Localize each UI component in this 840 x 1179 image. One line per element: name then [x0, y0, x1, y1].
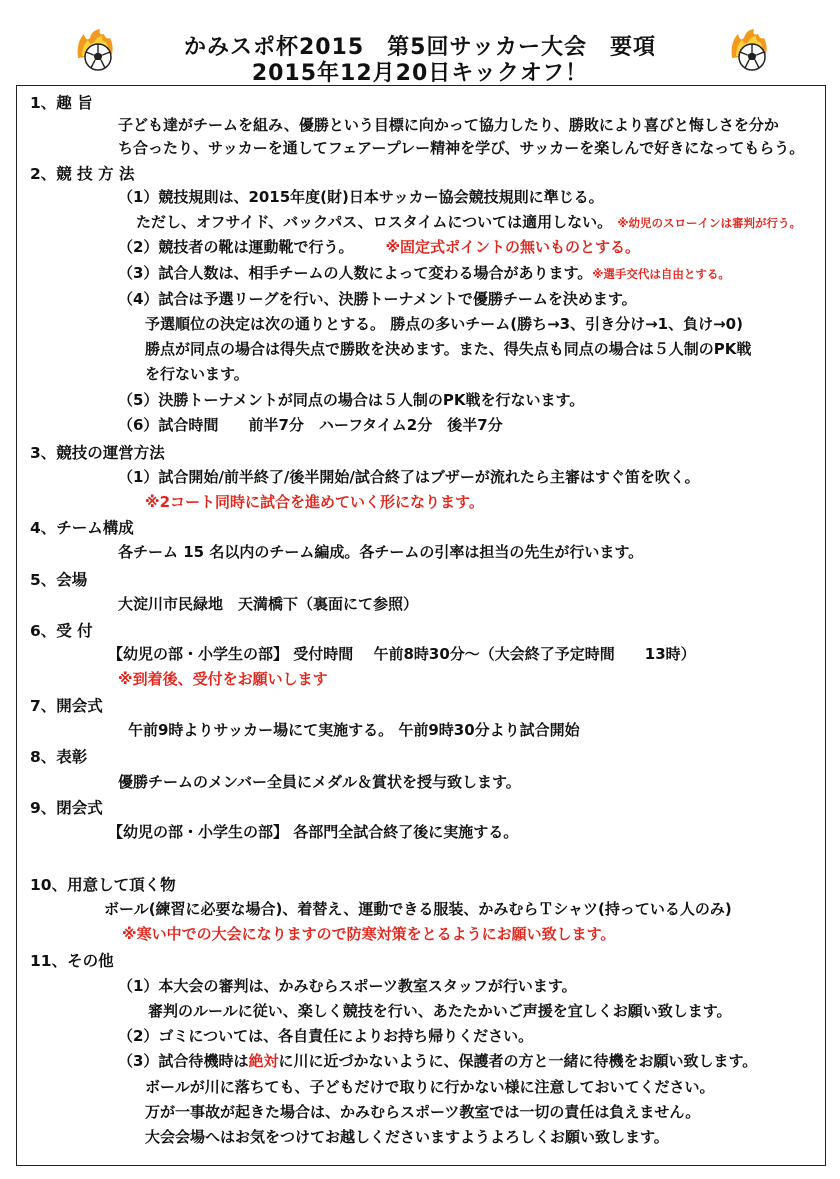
section-heading: 6、受 付	[30, 622, 93, 640]
section-heading: 8、表彰	[30, 748, 88, 766]
body-text: 【幼児の部・小学生の部】 各部門全試合終了後に実施する。	[108, 823, 519, 841]
body-text	[136, 211, 801, 232]
page-title: かみスポ杯2015 第5回サッカー大会 要項	[183, 35, 657, 60]
body-text: 大淀川市民緑地 天満橋下（裏面にて参照）	[118, 595, 419, 613]
body-text: （4）試合は予選リーグを行い、決勝トーナメントで優勝チームを決めます。	[118, 290, 637, 308]
section-heading: 3、競技の運営方法	[30, 444, 165, 462]
body-text: 万が一事故が起きた場合は、かみむらスポーツ教室では一切の責任は負えません。	[145, 1103, 701, 1121]
body-text: 優勝チームのメンバー全員にメダル＆賞状を授与致します。	[118, 773, 521, 791]
body-text: 予選順位の決定は次の通りとする。 勝点の多いチーム(勝ち→3、引き分け→1、負け→0)	[145, 315, 743, 333]
body-text: （1）試合開始/前半終了/後半開始/試合終了はブザーが流れたら主審はすぐ笛を吹く。	[118, 468, 700, 486]
body-text: （2）ゴミについては、各自責任によりお持ち帰りください。	[118, 1027, 534, 1045]
section-heading: 10、用意して頂く物	[30, 876, 176, 894]
note-text: ※固定式ポイントの無いものとする。	[385, 238, 641, 256]
body-text: （1）本大会の審判は、かみむらスポーツ教室スタッフが行います。	[118, 977, 577, 995]
section-heading: 11、その他	[30, 952, 114, 970]
rule-text: （3）試合待機時は	[118, 1052, 249, 1070]
body-text: 午前9時よりサッカー場にて実施する。 午前9時30分より試合開始	[128, 721, 580, 739]
section-heading: 5、会場	[30, 571, 88, 589]
rule-text: （3）試合人数は、相手チームの人数によって変わる場合があります。	[118, 264, 593, 282]
page-subtitle: 2015年12月20日キックオフ！	[251, 61, 589, 86]
body-text: ボールが川に落ちても、子どもだけで取りに行かない様に注意しておいてください。	[145, 1078, 715, 1096]
body-text: ボール(練習に必要な場合)、着替え、運動できる服装、かみむらＴシャツ(持っている人のみ)	[104, 900, 732, 918]
rule-text: ただし、オフサイド、バックパス、ロスタイムについては適用しない。	[136, 213, 613, 231]
body-text: 勝点が同点の場合は得失点で勝敗を決めます。また、得失点も同点の場合は５人制のPK戦	[145, 340, 752, 358]
note-text: ※2コート同時に試合を進めていく形になります。	[145, 493, 484, 511]
rule-text: （2）競技者の靴は運動靴で行う。	[118, 238, 354, 256]
body-text: 子ども達がチームを組み、優勝という目標に向かって協力したり、勝敗により喜びと悔しさを分か	[118, 116, 779, 134]
section-heading: 7、開会式	[30, 697, 103, 715]
note-text: ※到着後、受付をお願いします	[118, 670, 328, 688]
body-text: （5）決勝トーナメントが同点の場合は５人制のPK戦を行ないます。	[118, 391, 585, 409]
body-text	[118, 262, 730, 283]
note-text: ※選手交代は自由とする。	[592, 267, 730, 281]
note-text: ※幼児のスローインは審判が行う。	[617, 216, 802, 230]
body-text: 大会会場へはお気をつけてお越しくださいますようよろしくお願い致します。	[145, 1128, 669, 1146]
section-heading: 1、趣 旨	[30, 94, 93, 112]
emphasis-text: 絶対	[248, 1052, 279, 1070]
body-text: ち合ったり、サッカーを通してフェアープレー精神を学び、サッカーを楽しんで好きになってもらう。	[118, 139, 805, 157]
body-text: 【幼児の部・小学生の部】 受付時間 午前8時30分～（大会終了予定時間 13時）	[108, 645, 696, 663]
section-heading: 4、チーム構成	[30, 519, 134, 537]
body-text: （6）試合時間 前半7分 ハーフタイム2分 後半7分	[118, 416, 503, 434]
section-heading: 9、閉会式	[30, 799, 103, 817]
body-text	[118, 236, 640, 257]
body-text: 各チーム 15 名以内のチーム編成。各チームの引率は担当の先生が行います。	[118, 543, 644, 561]
body-text: 審判のルールに従い、楽しく競技を行い、あたたかいご声援を宜しくお願い致します。	[148, 1002, 732, 1020]
body-text: （1）競技規則は、2015年度(財)日本サッカー協会競技規則に準じる。	[118, 188, 604, 206]
body-text: を行ないます。	[145, 365, 249, 383]
note-text: ※寒い中での大会になりますので防寒対策をとるようにお願い致します。	[122, 925, 616, 943]
section-heading: 2、競 技 方 法	[30, 165, 135, 183]
body-text	[118, 1050, 757, 1071]
rule-text: に川に近づかないように、保護者の方と一緒に待機をお願い致します。	[278, 1052, 758, 1070]
